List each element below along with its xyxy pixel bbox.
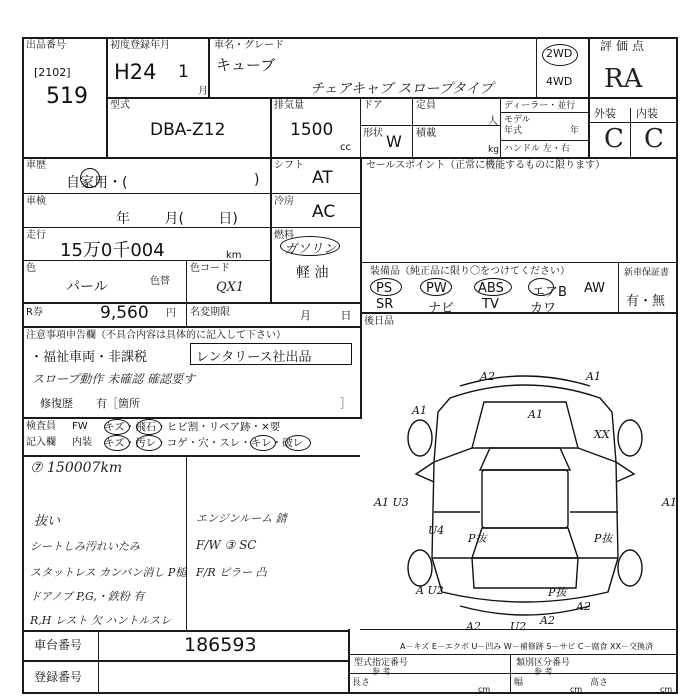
class-number-label: 類別区分番号 [516,658,571,668]
frame-top [22,37,678,39]
fuel-circle [280,236,340,256]
equip-airbag: エアB [532,285,567,300]
color-code-label: 色コード [190,263,230,274]
lot-number-label: 出品番号 [26,40,66,51]
handwritten-line4: スタットレス カンバン消し P槌 [30,566,187,579]
rental-box-text: レンタリース社出品 [196,350,312,365]
diag-a1-u3: A1 U3 [374,496,409,509]
history-circle [80,168,100,188]
equip-navi: ナビ [428,301,455,316]
equip-aw: AW [584,281,606,296]
kg-unit: kg [488,145,499,155]
width-cm: cm [570,685,583,694]
interior-score: C [644,124,664,154]
model-year-label: モデル [504,115,531,125]
diag-p-nuki-right: P抜 [594,532,613,545]
grade-note: チェアキャブ スロープタイプ [310,81,494,97]
ac-value: AC [312,202,336,222]
aftermarket-label: 後日品 [364,316,394,327]
shape-label: 形状 [363,128,383,139]
capacity-label: 定員 [416,100,436,111]
handle-label: ハンドル 左・右 [504,144,570,154]
drive-2wd: 2WD [546,47,573,60]
diag-a2-bottom-left: A2 [466,620,481,633]
diag-a-u2: A U2 [416,584,444,597]
notes-handwritten: スロープ動作 未確認 確認要す [32,372,196,386]
inspection-label: 車検 [26,196,46,207]
equip-pw: PW [426,281,447,296]
diag-a2-bottom-right: A2 [576,600,591,613]
diag-xx: XX [594,428,610,441]
inspector-label-2: 記入欄 [26,437,56,448]
name-change-value: 月 日 [300,309,352,322]
shift-label: シフト [274,160,304,171]
diag-a1-right: A1 [662,496,677,509]
cc-unit: cc [340,142,351,153]
equip-ps: PS [376,281,393,296]
diag-a1-top: A1 [586,370,601,383]
registration-month: 1 [178,62,189,82]
rating-value: RA [604,64,643,94]
equip-sr: SR [376,297,394,312]
color-change-label: 色替 [150,276,170,287]
recycle-label: R券 [26,307,43,318]
damage-legend: A－キズ E－エクボ U－凹み W－補修跡 S－サビ C－腐食 XX－交換済 [400,642,654,651]
history-label: 車歴 [26,160,46,171]
class-number-sub: 参 考 [534,667,553,676]
model-code-label: 型式 [110,100,130,111]
repair-close: ］ [340,397,351,410]
warranty-value: 有・無 [626,294,666,309]
width-label: 幅 [514,678,524,688]
year-label: 年式 [504,126,523,136]
handwritten-right2: F/W ③ SC [196,538,257,552]
frame-left [22,37,24,693]
exterior-label: 外装 [594,107,616,120]
length-cm: cm [478,685,491,694]
rating-label: 評価点 [600,39,649,53]
diag-a2-bottom: A2 [540,614,555,627]
diag-a2-top: A2 [480,370,495,383]
handwritten-right1: エンジンルーム 錆 [196,512,287,525]
month-unit: 月 [198,86,208,97]
color-label: 色 [26,263,36,274]
color-code-value: QX1 [216,280,245,295]
model-name: キューブ [216,56,276,74]
height-label: 高さ [590,678,609,688]
recycle-value: 9,560 [100,303,149,323]
handwritten-line5: ドアノブ P,G,・鉄粉 有 [30,590,145,603]
dealer-label: ディーラー・並行 [504,101,576,111]
diag-p-nuki-rear: P抜 [548,586,567,599]
inspector-row2-head: 内装 [72,437,92,448]
fuel-petrol: ガソリン [284,242,337,257]
mileage-label: 走行 [26,230,46,241]
name-change-label: 名変期限 [190,307,230,318]
km-unit: km [226,250,242,261]
handwritten-line6: R,H レスト 欠 ハントルスレ [30,614,172,627]
shape-value: W [386,132,402,151]
drive-4wd: 4WD [546,75,573,88]
person-unit: 人 [488,116,498,127]
chassis-value: 186593 [184,634,257,656]
notes-label: 注意事項申告欄（不具合内容は具体的に記入して下さい） [26,330,286,341]
form-number-sub: 参 考 [372,667,391,676]
diag-a1-front-left: A1 [412,404,427,417]
diag-a1-hood: A1 [528,408,543,421]
form-number-label: 型式指定番号 [354,658,409,668]
chassis-label: 車台番号 [34,638,83,652]
door-label: ドア [363,100,383,111]
ac-label: 冷房 [274,196,294,207]
diag-u2-bottom: U2 [510,620,527,633]
handwritten-line3: シートしみ汚れいたみ [30,540,140,553]
displacement-label: 排気量 [274,100,304,111]
diag-u4: U4 [428,524,445,537]
warranty-label: 新車保証書 [624,268,670,278]
registration-year: H24 [114,60,157,84]
history-value: 自家用・( [66,175,128,191]
model-grade-label: 車名・グレード [214,40,284,51]
repair-value: 有［箇所 [96,397,140,410]
interior-label: 内装 [636,107,658,120]
handwritten-line1: ⑦ 150007km [30,460,123,476]
registration-label: 登録番号 [34,670,83,684]
diag-p-nuki-left: P抜 [468,532,487,545]
year-unit: 年 [570,126,580,136]
equip-leather: カワ [530,301,557,316]
displacement-value: 1500 [290,120,334,140]
recycle-unit: 円 [166,308,176,319]
inspector-row2-items: キズ・汚レ・コゲ・穴・スレ・キレ・破レ [104,437,304,449]
handwritten-right3: F/R ピラー 凸 [196,566,267,579]
length-label: 長さ [352,678,371,688]
lot-sub-code: [2102] [34,66,71,79]
fuel-label: 燃料 [274,230,294,241]
equip-ps-circle [370,278,402,296]
equip-abs-circle [474,278,512,296]
equip-airbag-circle [528,278,554,296]
color-value: パール [66,279,108,295]
shift-value: AT [312,168,333,188]
history-close: ) [254,172,260,188]
inspector-row1-items: キズ・飛石・ヒビ割・リペア跡・×要 [104,421,281,433]
model-code: DBA-Z12 [150,120,226,140]
height-cm: cm [660,685,673,694]
repair-label: 修復歴 [40,397,73,410]
lot-number: 519 [46,84,88,109]
first-registration-label: 初度登録年月 [110,40,170,51]
fuel-diesel: 軽 油 [296,265,329,281]
equip-tv: TV [482,297,499,312]
exterior-score: C [604,124,624,154]
inspector-row1-head: FW [72,421,88,432]
mileage-value: 15万0千004 [60,240,165,261]
sales-point-label: セールスポイント（正常に機能するものに限ります） [366,160,606,171]
equip-abs: ABS [478,281,504,296]
frame-right [676,37,678,693]
inspector-label-1: 検査員 [26,421,56,432]
inspection-value: 年 月( 日) [116,211,238,227]
equipment-label: 装備品（純正品に限り〇をつけてください） [370,266,570,277]
notes-line1: ・福祉車両・非課税 [30,350,148,365]
load-label: 積載 [416,128,436,139]
equip-pw-circle [420,278,452,296]
handwritten-line2: 抜い [34,514,61,529]
